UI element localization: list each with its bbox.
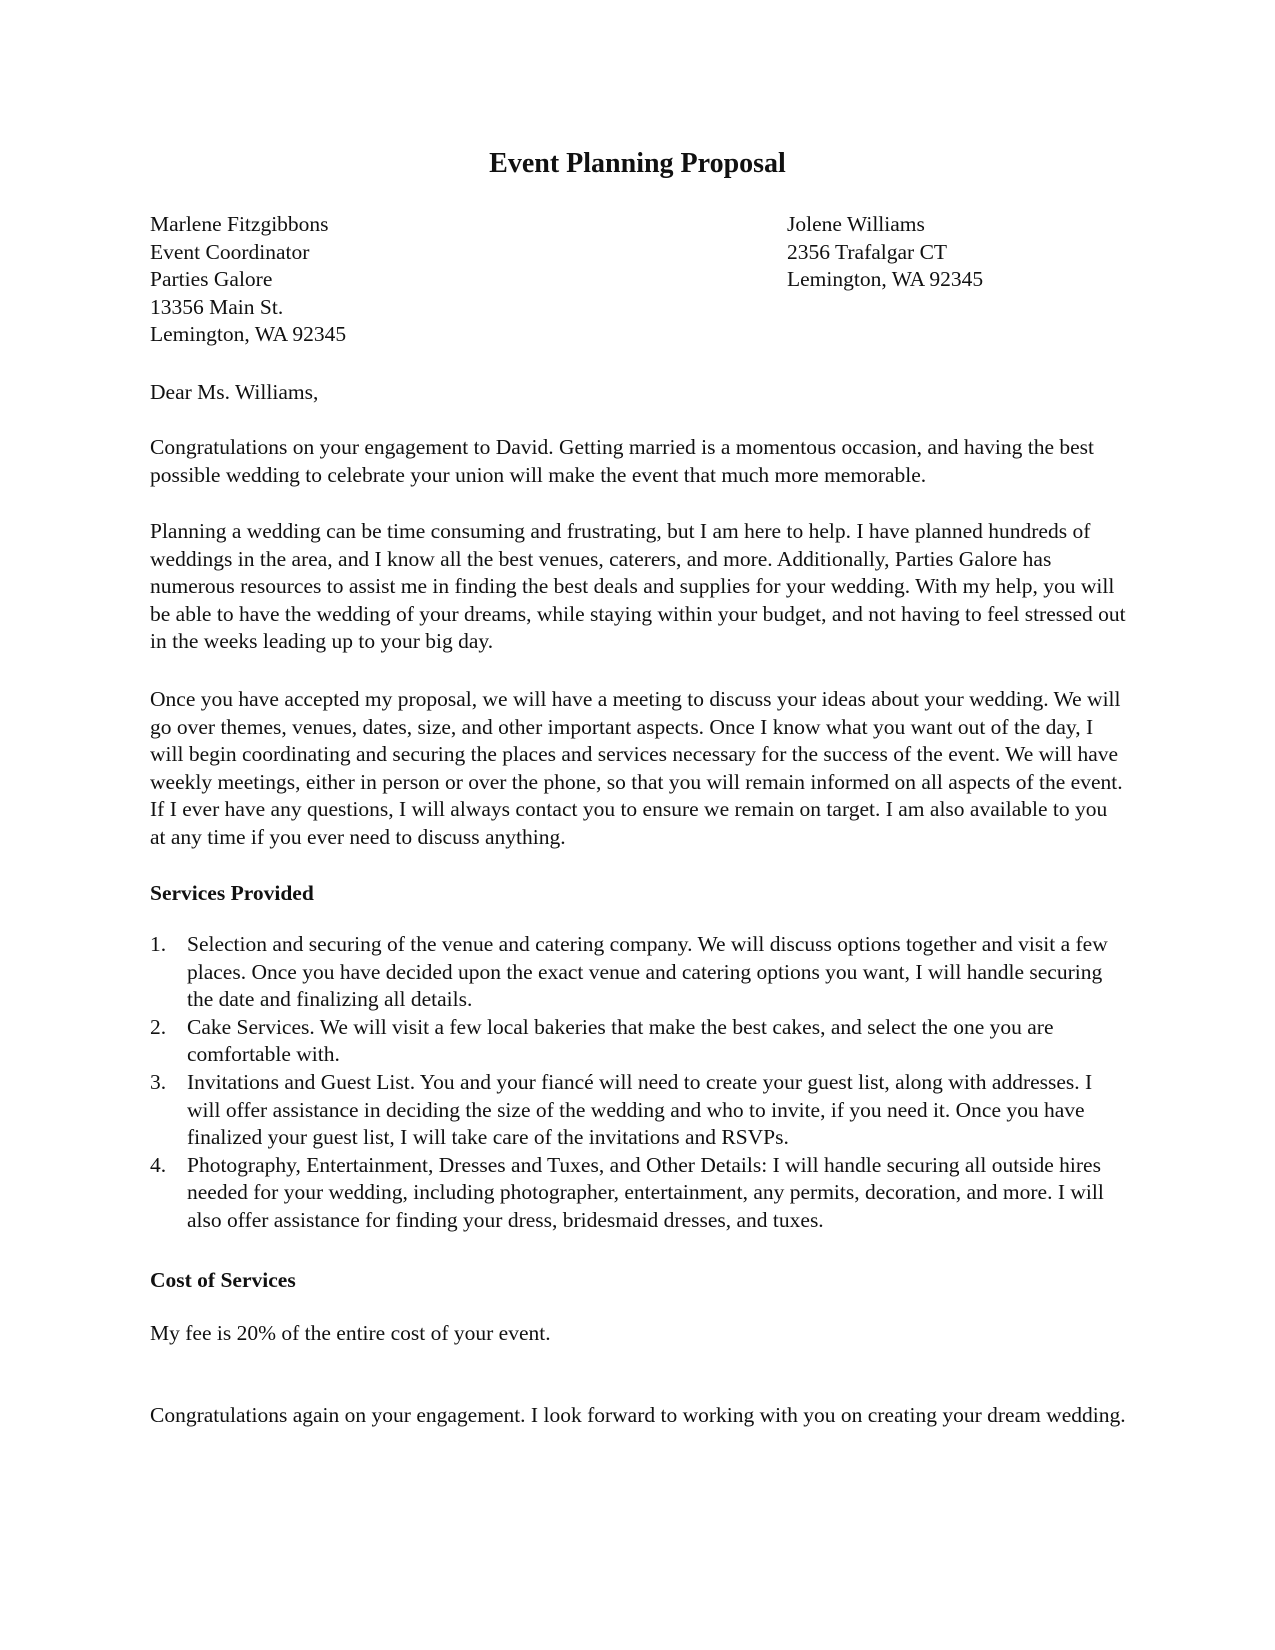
document-title: Event Planning Proposal [489, 148, 786, 179]
service-text: Cake Services. We will visit a few local bakeries that make the best cakes, and select the one you are comfortable with. [187, 1014, 1054, 1067]
paragraph-planning: Planning a wedding can be time consuming and frustrating, but I am here to help. I have planned hundreds of weddings in the area, and I know all the best venues, caterers, and more. Additionally, Parties Galore has numerous resources to assist me in finding the best deals and supplies for your wedding. With my help, you will be able to have the wedding of your dreams, while staying within your budget, and not having to feel stressed out in the weeks leading up to your big day. [150, 519, 1126, 654]
fee-text: My fee is 20% of the entire cost of your event. [150, 1321, 551, 1345]
recipient-street: 2356 Trafalgar CT [787, 239, 948, 264]
service-text: Invitations and Guest List. You and your fiancé will need to create your guest list, along with addresses. I will offer assistance in deciding the size of the wedding and who to invite, if you need it. Once you have finalized your guest list, I will take care of the invitations and RSVPs. [187, 1069, 1093, 1150]
service-text: Selection and securing of the venue and catering company. We will discuss options together and visit a few places. Once you have decided upon the exact venue and catering options you want, I will handle securing the date and finalizing all details. [187, 932, 1108, 1012]
recipient-city-line: Lemington, WA 92345 [787, 267, 984, 292]
recipient-name: Jolene Williams [787, 212, 925, 236]
cost-heading: Cost of Services [150, 1268, 296, 1292]
service-item [150, 1014, 1126, 1069]
service-text: Photography, Entertainment, Dresses and Tuxes, and Other Details: I will handle securing all outside hires needed for your wedding, including photographer, entertainment, any permits, decoration, and more. I will also offer assistance for finding your dress, bridesmaid dresses, and tuxes. [187, 1152, 1104, 1232]
closing-paragraph: Congratulations again on your engagement. I look forward to working with you on creating your dream wedding. [150, 1403, 1126, 1427]
service-item [150, 1069, 1126, 1152]
paragraph-congratulations: Congratulations on your engagement to David. Getting married is a momentous occasion, and having the best possible wedding to celebrate your union will make the event that much more memorable. [150, 435, 1094, 487]
services-list [150, 931, 1126, 1235]
service-item [150, 931, 1126, 1014]
service-number: 3. [150, 1069, 167, 1094]
sender-company: Parties Galore [150, 267, 273, 292]
service-number: 1. [150, 932, 167, 956]
service-number: 2. [150, 1014, 167, 1039]
service-item [150, 1152, 1126, 1235]
salutation: Dear Ms. Williams, [150, 380, 319, 404]
sender-role: Event Coordinator [150, 239, 310, 264]
recipient-address [787, 211, 983, 294]
sender-name: Marlene Fitzgibbons [150, 212, 329, 236]
sender-street: 13356 Main St. [150, 294, 284, 319]
services-heading: Services Provided [150, 881, 314, 905]
sender-address [150, 211, 346, 349]
paragraph-process: Once you have accepted my proposal, we will have a meeting to discuss your ideas about your wedding. We will go over themes, venues, dates, size, and other important aspects. Once I know what you want out of the day, I will begin coordinating and securing the places and services necessary for the success of the event. We will have weekly meetings, either in person or over the phone, so that you will remain informed on all aspects of the event. If I ever have any questions, I will always contact you to ensure we remain on target. I am also available to you at any time if you ever need to discuss anything. [150, 687, 1123, 849]
service-number: 4. [150, 1152, 167, 1177]
sender-city-line: Lemington, WA 92345 [150, 322, 347, 347]
